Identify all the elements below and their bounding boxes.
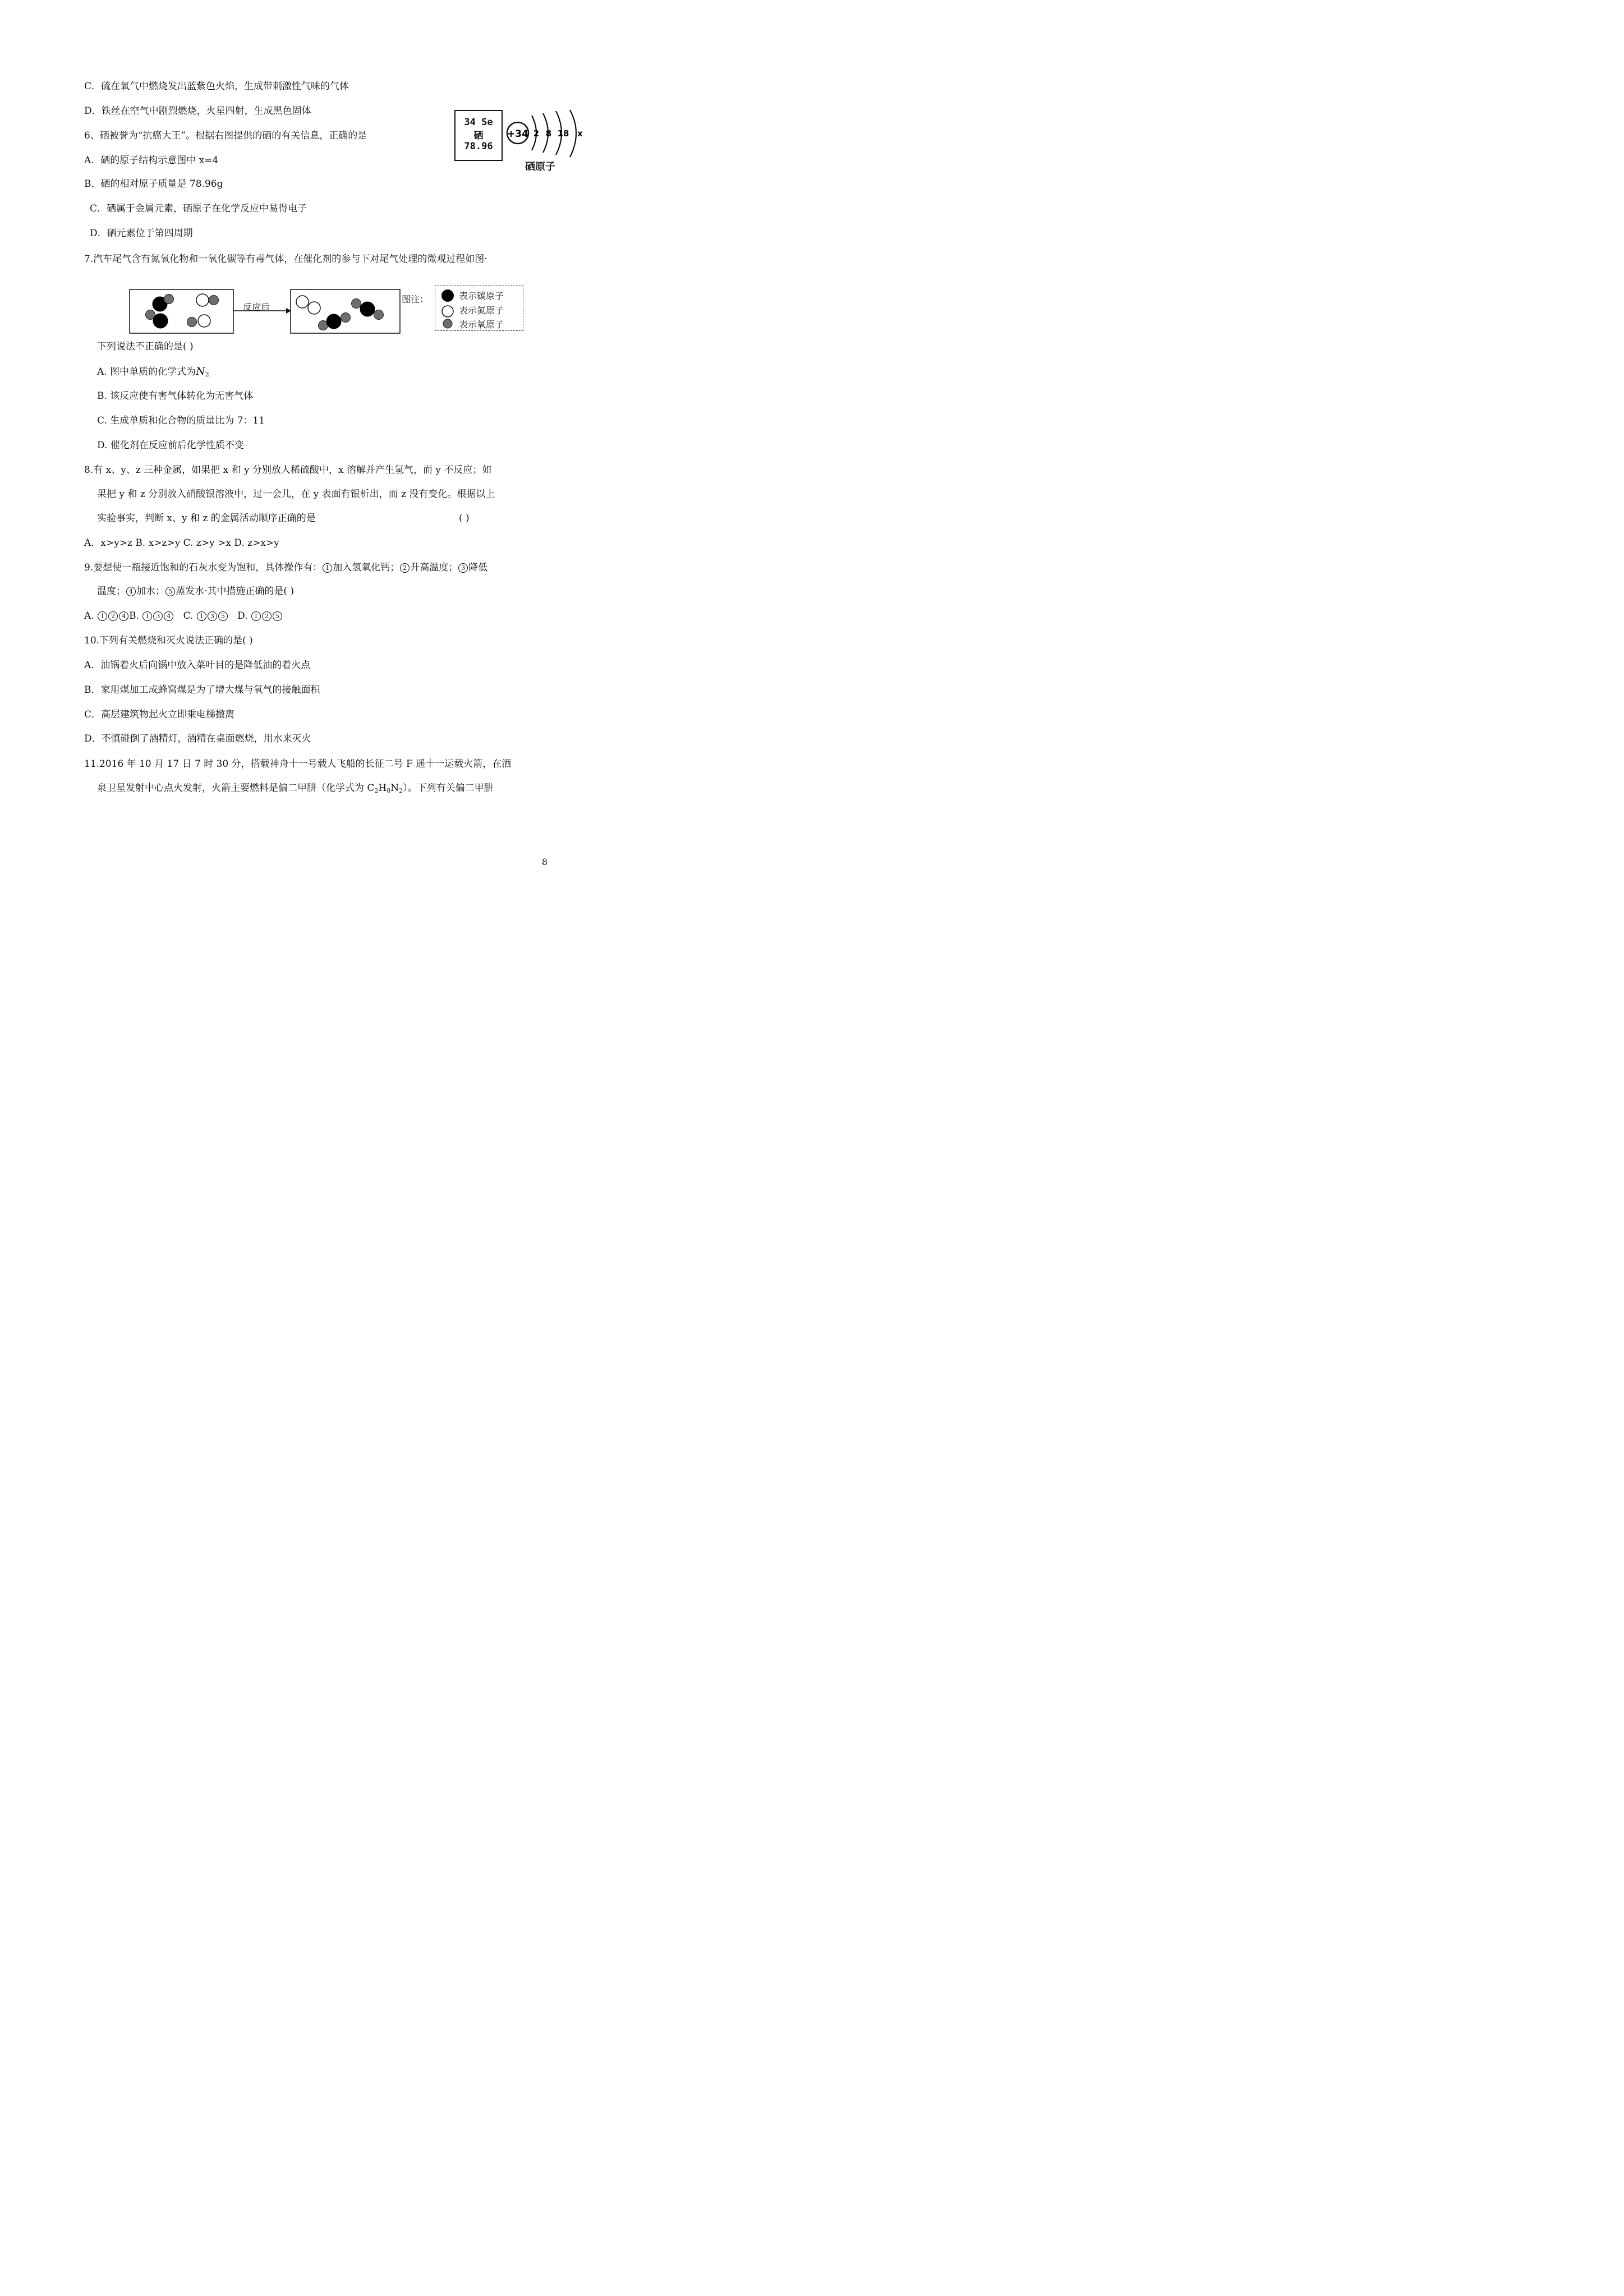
before-reaction-box xyxy=(130,289,233,333)
legend-title: 图注： xyxy=(402,294,429,305)
circled-number: 2 xyxy=(108,611,118,621)
q6-stem: 6、硒被誉为“抗癌大王”。根据右图提供的硒的有关信息，正确的是 xyxy=(84,130,367,141)
legend-box xyxy=(435,286,523,331)
carbon-atom xyxy=(360,302,375,316)
q7-option-a xyxy=(97,365,209,381)
formula-element: H xyxy=(378,783,387,794)
shell-count-4: x xyxy=(577,128,583,139)
nitrogen-atom xyxy=(196,294,209,306)
n2-formula: N xyxy=(196,365,205,378)
atom-structure-diagram xyxy=(503,109,587,159)
legend-carbon-label: 表示碳原子 xyxy=(459,291,504,301)
q7-option-a-text: A. 图中单质的化学式为 xyxy=(97,366,196,378)
q6-option-c: C．硒属于金属元素，硒原子在化学反应中易得电子 xyxy=(90,203,307,214)
atom-diagram-label: 硒原子 xyxy=(525,161,555,173)
n2-subscript: 2 xyxy=(205,371,209,378)
q8-options: A．x>y>z B. x>z>y C. z>y >x D. z>x>y xyxy=(84,537,279,549)
q11-line-2-tail: ）。下列有关偏二甲肼 xyxy=(403,783,494,794)
q8-line-1: 8.有 x、y、z 三种金属，如果把 x 和 y 分别放人稀硫酸中，x 溶解并产生氢气，而 y 不反应；如 xyxy=(84,464,492,476)
q10-option-c: C．高层建筑物起火立即乘电梯撤离 xyxy=(84,709,235,720)
q6-option-b: B．硒的相对原子质量是 78.96g xyxy=(84,178,223,190)
formula-subscript: 8 xyxy=(387,787,391,794)
legend-nitrogen-swatch xyxy=(442,306,453,317)
carbon-atom xyxy=(153,314,168,328)
nucleus-charge: +34 xyxy=(507,128,528,140)
legend-oxygen-label: 表示氧原子 xyxy=(459,319,504,330)
q9-option-d-label: D. xyxy=(237,610,248,622)
q5-option-d: D．铁丝在空气中剧烈燃烧，火星四射，生成黑色固体 xyxy=(84,105,311,117)
q7-option-b: B. 该反应使有害气体转化为无害气体 xyxy=(97,390,254,402)
q6-option-d: D．硒元素位于第四周期 xyxy=(90,228,193,239)
legend-carbon-swatch xyxy=(441,289,454,302)
q9-option-a-label: A. xyxy=(84,610,94,622)
element-number-symbol: 34 Se xyxy=(464,117,493,128)
oxygen-atom xyxy=(341,313,351,323)
q9-option-b-label: B. xyxy=(129,610,139,622)
shell-count-3: 18 xyxy=(557,128,569,139)
q9-step-text: 降低 xyxy=(468,562,488,573)
electron-shell-4 xyxy=(570,110,576,157)
q9-line-1 xyxy=(84,562,487,574)
circled-number: 4 xyxy=(119,611,128,621)
page-number: 8 xyxy=(541,857,548,867)
q9-line-2 xyxy=(97,585,294,597)
element-name: 硒 xyxy=(473,130,484,141)
q9-step-text: 加入氢氧化钙； xyxy=(333,562,400,573)
q10-option-d: D．不慎碰倒了酒精灯，酒精在桌面燃烧，用水来灭火 xyxy=(84,733,311,744)
reaction-arrow-label: 反应后 xyxy=(243,302,270,312)
after-reaction-box xyxy=(291,289,400,333)
circled-number: 4 xyxy=(164,611,173,621)
q9-option-c-label: C. xyxy=(183,610,194,622)
q6-option-a: A．硒的原子结构示意图中 x=4 xyxy=(84,155,219,166)
shell-count-1: 2 xyxy=(533,128,540,139)
selenium-element-card xyxy=(454,110,503,161)
q9-options xyxy=(84,610,283,622)
q8-line-2: 果把 y 和 z 分别放入硝酸银溶液中，过一会儿，在 y 表面有银析出，而 z 没有变化。根据以上 xyxy=(97,489,495,500)
carbon-atom xyxy=(326,314,341,329)
circled-number: 5 xyxy=(165,587,175,596)
circled-number: 2 xyxy=(262,611,272,621)
legend-oxygen-swatch xyxy=(443,319,452,328)
q11-line-1: 11.2016 年 10 月 17 日 7 时 30 分，搭载神舟十一号载人飞船的长征二号 F 遥十一运载火箭，在酒 xyxy=(84,758,512,770)
q9-step-text: 升高温度； xyxy=(410,562,458,573)
shell-count-2: 8 xyxy=(545,128,552,139)
nitrogen-atom xyxy=(296,296,309,308)
q7-prompt: 下列说法不正确的是( ) xyxy=(97,341,194,352)
formula-element: N xyxy=(390,783,399,794)
circled-number: 1 xyxy=(98,611,107,621)
circled-number: 3 xyxy=(458,563,468,573)
circled-number: 4 xyxy=(126,587,136,596)
circled-number: 2 xyxy=(400,563,410,573)
q10-stem: 10.下列有关燃烧和灭火说法正确的是( ) xyxy=(84,635,253,646)
circled-number: 3 xyxy=(153,611,163,621)
element-mass: 78.96 xyxy=(464,141,493,152)
q9-step-text: 蒸发水·其中措施正确的是( ) xyxy=(176,586,295,597)
circled-number: 1 xyxy=(142,611,152,621)
circled-number: 1 xyxy=(251,611,261,621)
oxygen-atom xyxy=(164,295,174,304)
legend-nitrogen-label: 表示氮原子 xyxy=(459,305,504,316)
q8-line-3: 实验事实，判断 x、y 和 z 的金属活动顺序正确的是 xyxy=(97,513,316,524)
q9-step-text: 加水； xyxy=(136,586,165,597)
circled-number: 3 xyxy=(208,611,217,621)
q7-stem: 7.汽车尾气含有氮氧化物和一氧化碳等有毒气体，在催化剂的参与下对尾气处理的微观过程如图· xyxy=(84,254,487,265)
formula-subscript: 2 xyxy=(374,787,379,794)
q7-option-d: D. 催化剂在反应前后化学性质不变 xyxy=(97,440,244,451)
legend-swatches xyxy=(440,288,457,329)
circled-number: 1 xyxy=(197,611,206,621)
nitrogen-atom xyxy=(198,315,210,327)
oxygen-atom xyxy=(187,318,197,327)
q9-stem: 9.要想使一瓶接近饱和的石灰水变为饱和，具体操作有： xyxy=(84,562,323,573)
q11-line-2-text: 泉卫星发射中心点火发射，火箭主要燃料是偏二甲肼（化学式为 C xyxy=(97,783,375,794)
circled-number: 5 xyxy=(218,611,228,621)
q9-step-text: 温度； xyxy=(97,586,126,597)
q8-answer-paren: ( ) xyxy=(459,513,470,524)
q7-option-c: C. 生成单质和化合物的质量比为 7：11 xyxy=(97,415,265,426)
oxygen-atom xyxy=(374,310,384,320)
circled-number: 5 xyxy=(273,611,282,621)
formula-subscript: 2 xyxy=(399,787,403,794)
oxygen-atom xyxy=(352,299,361,309)
circled-number: 1 xyxy=(323,563,332,573)
q5-option-c: C．硫在氧气中燃烧发出蓝紫色火焰，生成带刺激性气味的气体 xyxy=(84,81,349,92)
q10-option-a: A．油锅着火后向锅中放入菜叶目的是降低油的着火点 xyxy=(84,660,311,671)
q10-option-b: B．家用煤加工成蜂窝煤是为了增大煤与氧气的接触面积 xyxy=(84,684,320,696)
oxygen-atom xyxy=(209,296,219,305)
nitrogen-atom xyxy=(308,302,320,314)
q11-line-2 xyxy=(97,782,494,797)
